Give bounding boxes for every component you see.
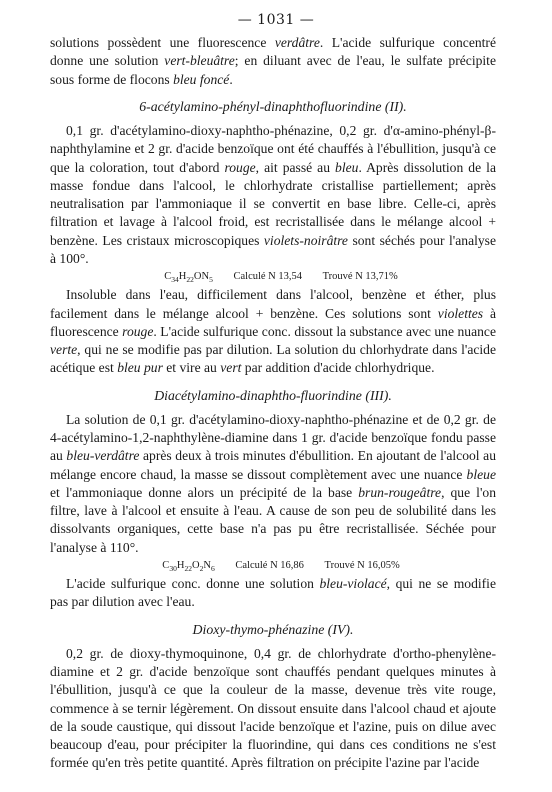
calculated-ii: Calculé N 13,54 bbox=[233, 271, 303, 282]
paragraph-intro: solutions possèdent une fluorescence verdâtre. L'acide sulfurique concentré donne une solution vert-bleuâtre; en diluant avec de l'eau, le sulfate précipite sous forme de flocons bleu foncé. bbox=[50, 35, 496, 87]
analysis-line-iii bbox=[50, 557, 496, 575]
text-column bbox=[50, 34, 496, 773]
paragraph-synthesis-ii: 0,1 gr. d'acétylamino-dioxy-naphtho-phénazine, 0,2 gr. d'α-amino-phényl-β-naphthylamine et 2 gr. d'acide benzoïque ont été chauffés à l'ébullition, jusqu'à ce que la coloration, tout d'abord rouge, ait passé au bleu. Après dissolution de la masse fondue dans l'alcool, le chlorhydrate cristallise partiellement; après neutralisation par l'ammoniaque il se convertit en base libre. Celle-ci, après filtration et lavage à l'alcool froid, est recristallisée dans le mélange alcool + benzène. Les cristaux microscopiques violets-noirâtre sont séchés pour l'analyse à 100°. bbox=[50, 123, 496, 266]
section-heading-iii: Diacétylamino-dinaphtho-fluorindine (III). bbox=[154, 387, 392, 403]
section-heading-iv: Dioxy-thymo-phénazine (IV). bbox=[192, 621, 354, 637]
analysis-line-ii bbox=[50, 268, 496, 286]
paragraph-properties-iii: L'acide sulfurique conc. donne une solution bleu-violacé, qui ne se modifie pas par dilution avec l'eau. bbox=[50, 576, 496, 610]
paragraph-properties-ii: Insoluble dans l'eau, difficilement dans l'alcool, benzène et éther, plus facilement dans le mélange alcool + benzène. Ces solutions sont violettes à fluorescence rouge. L'acide sulfurique conc. dissout la substance avec une nuance verte, qui ne se modifie pas par dilution. La solution du chlorhydrate dans l'acide acétique est bleu pur et vire au vert par addition d'acide chlorhydrique. bbox=[50, 287, 496, 376]
found-ii: Trouvé N 13,71% bbox=[322, 271, 398, 282]
calculated-iii: Calculé N 16,86 bbox=[235, 559, 304, 571]
formula-ii: $C_{34}H_{22}ON_5$ bbox=[164, 271, 213, 285]
formula-iii: $C_{30}H_{22}O_2N_6$ bbox=[162, 559, 215, 573]
found-iii: Trouvé N 16,05% bbox=[324, 559, 400, 571]
paragraph-synthesis-iv: 0,2 gr. de dioxy-thymoquinone, 0,4 gr. de chlorhydrate d'ortho-phenylène-diamine et 2 gr. d'acide benzoïque sont chauffés pendant quelques minutes à l'ébullition, jusqu'à ce que la couleur de la masse, devenue très vite rouge, commence à se ternir légèrement. On dissout ensuite dans l'alcool chaud et ajoute de la soude caustique, qui dissout l'acide benzoïque et l'azine, puis on dilue avec beaucoup d'eau, pour précipiter la fluorindine, qui dans ces conditions ne s'est formée qu'en très petite quantité. Après filtration on précipite l'azine par l'acide bbox=[50, 645, 496, 771]
section-heading-ii: 6-acétylamino-phényl-dinaphthofluorindine (II). bbox=[139, 98, 407, 114]
paragraph-synthesis-iii: La solution de 0,1 gr. d'acétylamino-dioxy-naphtho-phénazine et de 0,2 gr. de 4-acétylamino-1,2-naphthylène-diamine dans 1 gr. d'acide benzoïque fondu passe au bleu-verdâtre après deux à trois minutes d'ébullition. En ajoutant de l'alcool au mélange encore chaud, la masse se dissout complètement avec une nuance bleue et l'ammoniaque donne alors un précipité de la base brun-rougeâtre, que l'on filtre, lave à l'alcool et ensuite à l'eau. A cause de son peu de solubilité dans les dissolvants organiques, cette base n'a pas pu être recristallisée. Séchée pour l'analyse à 110°. bbox=[50, 411, 496, 555]
page-number: — 1031 — bbox=[237, 12, 315, 28]
